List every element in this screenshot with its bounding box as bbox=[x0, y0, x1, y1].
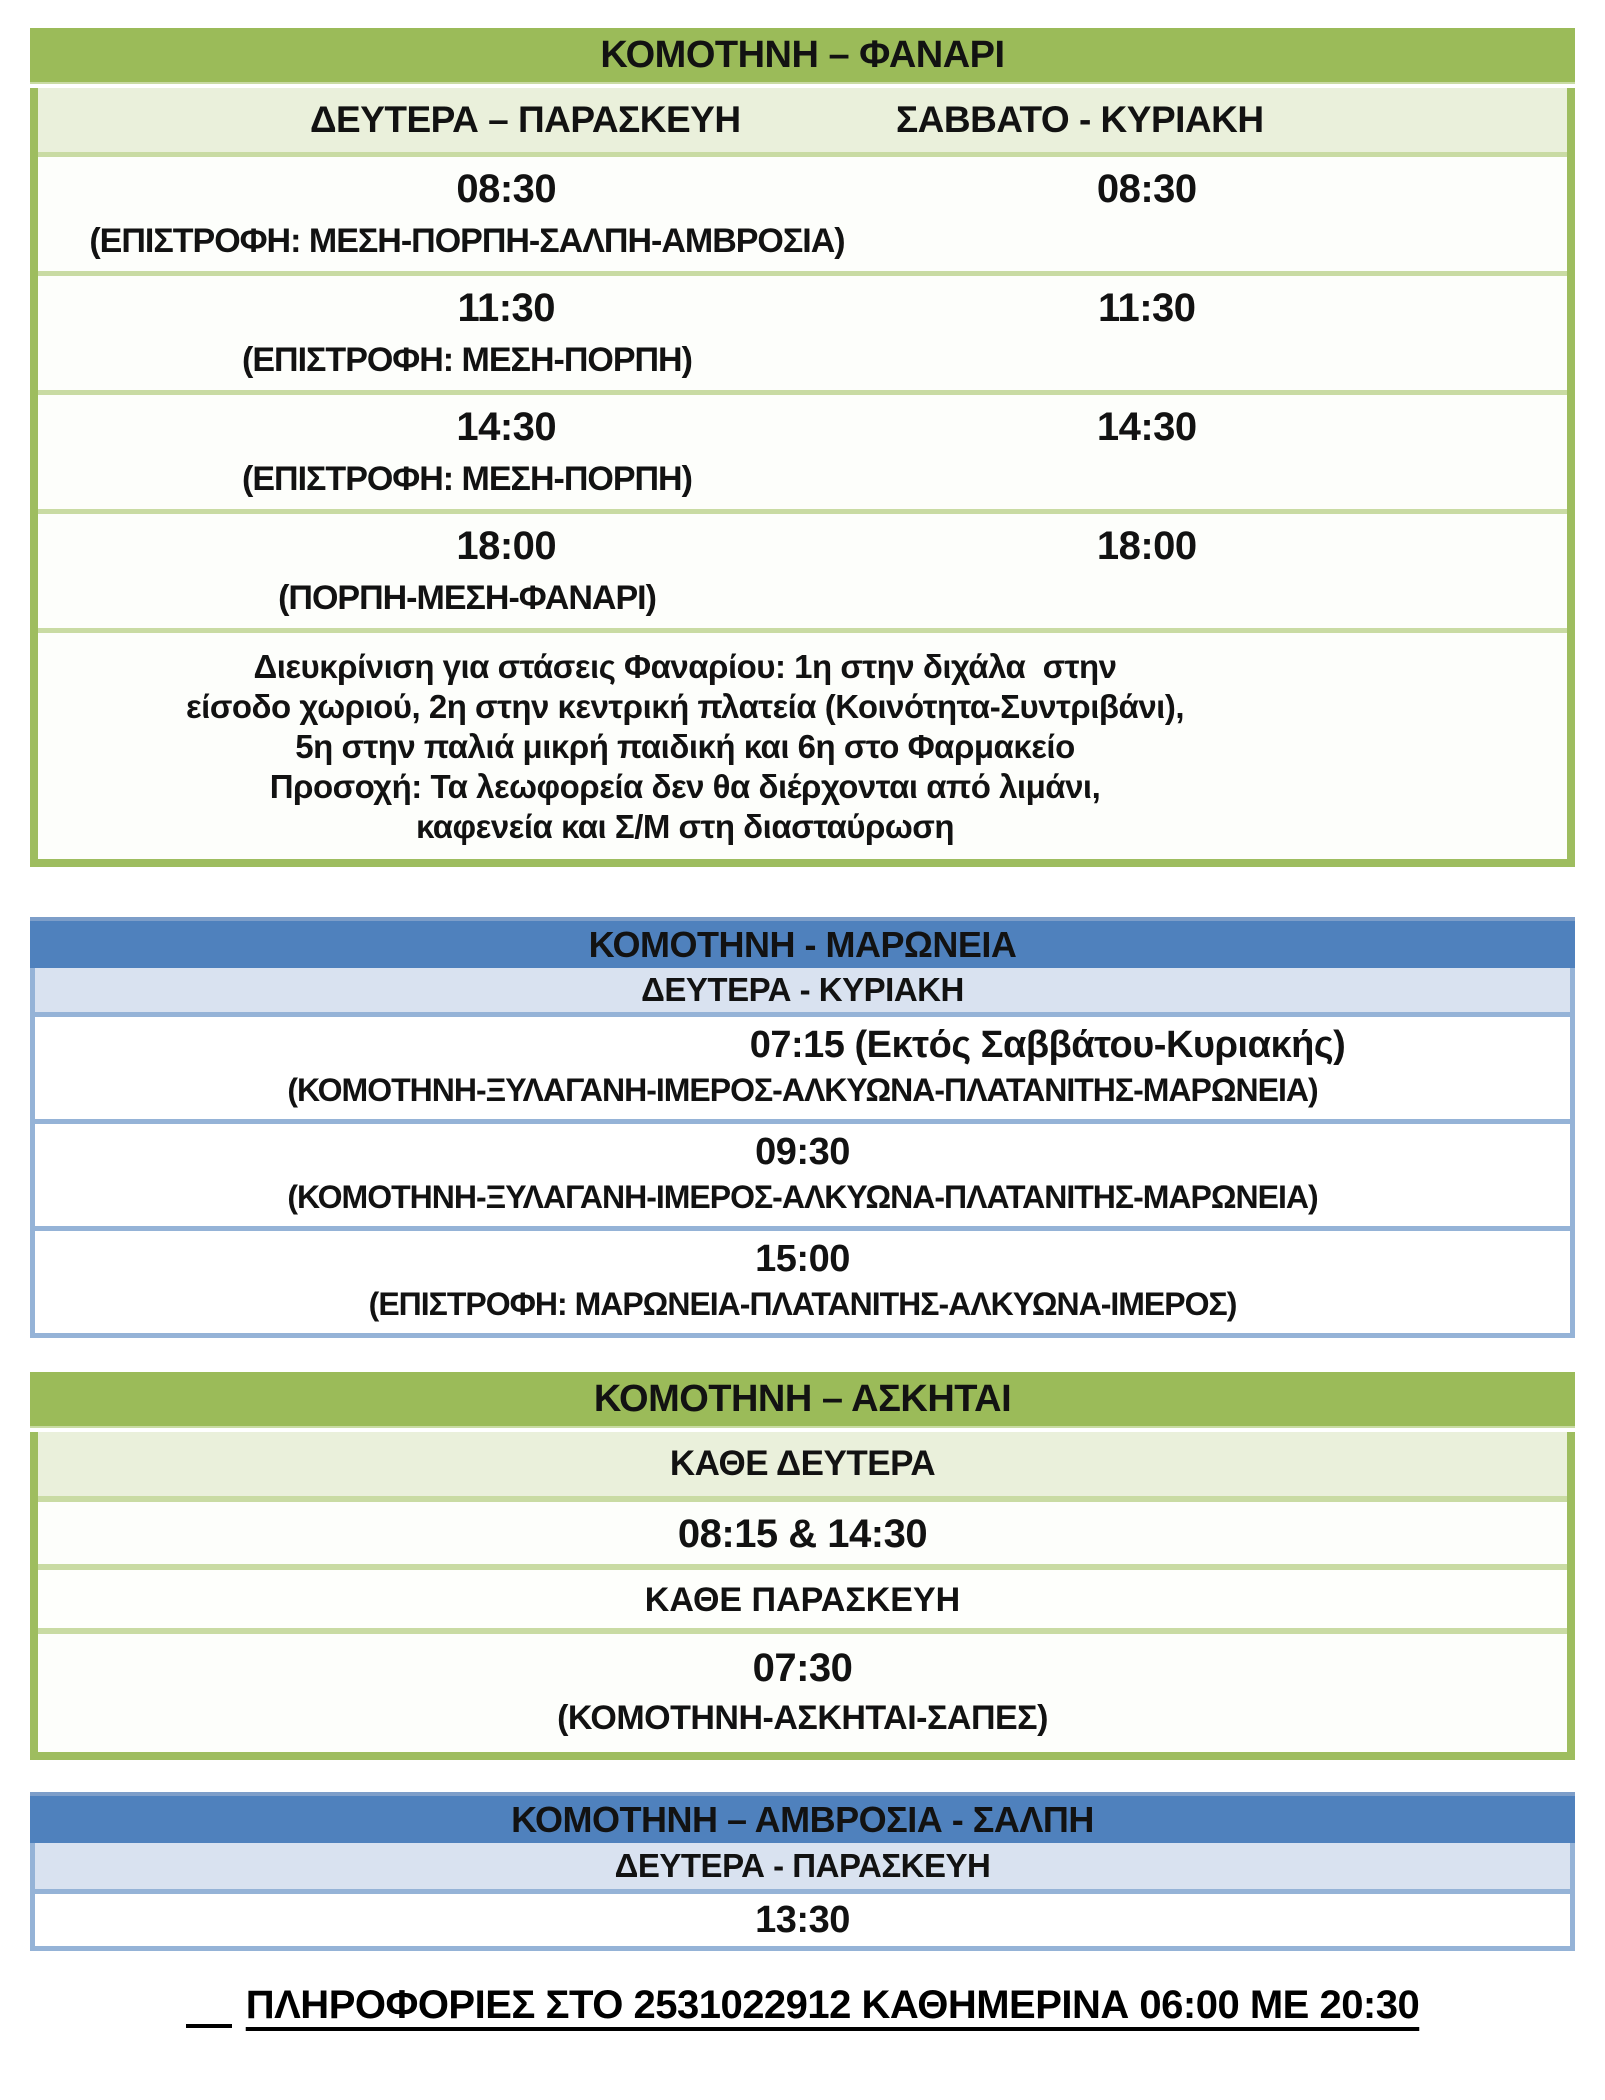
fanari-stops-footnote bbox=[38, 633, 1567, 859]
day-header-row bbox=[38, 88, 1567, 157]
day-header-weekend: ΣΑΒΒΑΤΟ - ΚΥΡΙΑΚΗ bbox=[895, 99, 1264, 140]
day-header: ΚΑΘΕ ΔΕΥΤΕΡΑ bbox=[669, 1444, 936, 1483]
times-line bbox=[38, 165, 1567, 213]
table-komotini-fanari bbox=[30, 28, 1575, 867]
schedule-row bbox=[35, 1017, 1570, 1124]
return-route-note: (ΕΠΙΣΤΡΟΦΗ: ΜΕΣΗ-ΠΟΡΠΗ-ΣΑΛΠΗ-ΑΜΒΡΟΣΙΑ) bbox=[89, 222, 845, 260]
footnote-line: είσοδο χωριού, 2η στην κεντρική πλατεία (Κοινότητα-Συντριβάνι), bbox=[185, 688, 1184, 725]
departure-time: 07:30 bbox=[752, 1646, 853, 1690]
weekday-time: 11:30 bbox=[457, 286, 556, 330]
day-header: ΔΕΥΤΕΡΑ - ΠΑΡΑΣΚΕΥΗ bbox=[614, 1847, 991, 1884]
table-body bbox=[30, 1432, 1575, 1760]
route-title: ΚΟΜΟΤΗΝΗ – ΑΜΒΡΟΣΙΑ - ΣΑΛΠΗ bbox=[30, 1792, 1575, 1843]
schedule-row bbox=[38, 157, 1567, 276]
return-route-note: (ΕΠΙΣΤΡΟΦΗ: ΜΕΣΗ-ΠΟΡΠΗ) bbox=[242, 341, 692, 379]
times-line bbox=[38, 284, 1567, 332]
table-komotini-amvrosia-salpi bbox=[30, 1792, 1575, 1951]
schedule-row bbox=[35, 1124, 1570, 1231]
day-header: ΔΕΥΤΕΡΑ - ΚΥΡΙΑΚΗ bbox=[641, 971, 964, 1008]
schedule-row bbox=[38, 514, 1567, 633]
schedule-row bbox=[35, 1894, 1570, 1946]
return-route-note: (ΠΟΡΠΗ-ΜΕΣΗ-ΦΑΝΑΡΙ) bbox=[278, 579, 656, 617]
departure-time: 15:00 bbox=[755, 1238, 850, 1280]
info-footer bbox=[30, 1981, 1575, 2029]
route-note: (ΚΟΜΟΤΗΝΗ-ΞΥΛΑΓΑΝΗ-ΙΜΕΡΟΣ-ΑΛΚΥΩΝΑ-ΠΛΑΤΑΝΙΤΗΣ-ΜΑΡΩΝΕΙΑ) bbox=[287, 1179, 1318, 1215]
route-note: (ΚΟΜΟΤΗΝΗ-ΞΥΛΑΓΑΝΗ-ΙΜΕΡΟΣ-ΑΛΚΥΩΝΑ-ΠΛΑΤΑΝΙΤΗΣ-ΜΑΡΩΝΕΙΑ) bbox=[287, 1072, 1318, 1108]
table-body bbox=[30, 968, 1575, 1338]
schedule-row bbox=[35, 1231, 1570, 1333]
day-header-row bbox=[35, 1843, 1570, 1894]
table-body bbox=[30, 88, 1575, 867]
weekend-time: 18:00 bbox=[1096, 524, 1197, 568]
table-komotini-askitai bbox=[30, 1372, 1575, 1760]
times-line bbox=[38, 403, 1567, 451]
footnote-line: καφενεία και Σ/Μ στη διασταύρωση bbox=[415, 808, 955, 845]
departure-times: 08:15 & 14:30 bbox=[677, 1512, 928, 1556]
weekday-time: 08:30 bbox=[456, 167, 557, 211]
weekend-time: 11:30 bbox=[1097, 286, 1196, 330]
times-line bbox=[38, 522, 1567, 570]
table-body bbox=[30, 1843, 1575, 1951]
schedule-row bbox=[38, 276, 1567, 395]
footnote-line: 5η στην παλιά μικρή παιδική και 6η στο Φαρμακείο bbox=[295, 728, 1075, 765]
day-header: ΚΑΘΕ ΠΑΡΑΣΚΕΥΗ bbox=[644, 1581, 961, 1619]
route-title: ΚΟΜΟΤΗΝΗ - ΜΑΡΩΝΕΙΑ bbox=[30, 917, 1575, 968]
schedule-row bbox=[38, 1502, 1567, 1570]
weekday-time: 18:00 bbox=[456, 524, 557, 568]
info-footer-text: ΠΛΗΡΟΦΟΡΙΕΣ ΣΤΟ 2531022912 ΚΑΘΗΜΕΡΙΝΑ 06:00 ΜΕ 20:30 bbox=[245, 1983, 1420, 2027]
departure-time: 13:30 bbox=[755, 1899, 850, 1941]
return-route-note: (ΕΠΙΣΤΡΟΦΗ: ΜΕΣΗ-ΠΟΡΠΗ) bbox=[242, 460, 692, 498]
route-note: (ΕΠΙΣΤΡΟΦΗ: ΜΑΡΩΝΕΙΑ-ΠΛΑΤΑΝΙΤΗΣ-ΑΛΚΥΩΝΑ-ΙΜΕΡΟΣ) bbox=[368, 1286, 1237, 1322]
route-note: (ΚΟΜΟΤΗΝΗ-ΑΣΚΗΤΑΙ-ΣΑΠΕΣ) bbox=[557, 1699, 1048, 1737]
day-header-row bbox=[38, 1432, 1567, 1502]
weekday-time: 14:30 bbox=[456, 405, 557, 449]
footnote-line: Προσοχή: Τα λεωφορεία δεν θα διέρχονται από λιμάνι, bbox=[269, 768, 1101, 805]
departure-time: 09:30 bbox=[755, 1131, 850, 1173]
footnote-line: Διευκρίνιση για στάσεις Φαναρίου: 1η στην διχάλα στην bbox=[253, 648, 1117, 685]
schedule-row bbox=[38, 395, 1567, 514]
route-title: ΚΟΜΟΤΗΝΗ – ΑΣΚΗΤΑΙ bbox=[30, 1372, 1575, 1428]
underline-mark bbox=[186, 2024, 232, 2028]
day-header-row bbox=[35, 968, 1570, 1017]
departure-time: 07:15 (Εκτός Σαββάτου-Κυριακής) bbox=[749, 1024, 1346, 1066]
route-title: ΚΟΜΟΤΗΝΗ – ΦΑΝΑΡΙ bbox=[30, 28, 1575, 84]
schedule-row bbox=[38, 1634, 1567, 1752]
table-komotini-maroneia bbox=[30, 917, 1575, 1338]
day-header-weekdays: ΔΕΥΤΕΡΑ – ΠΑΡΑΣΚΕΥΗ bbox=[309, 99, 741, 140]
day-subheader-row bbox=[38, 1570, 1567, 1634]
weekend-time: 14:30 bbox=[1096, 405, 1197, 449]
weekend-time: 08:30 bbox=[1096, 167, 1197, 211]
